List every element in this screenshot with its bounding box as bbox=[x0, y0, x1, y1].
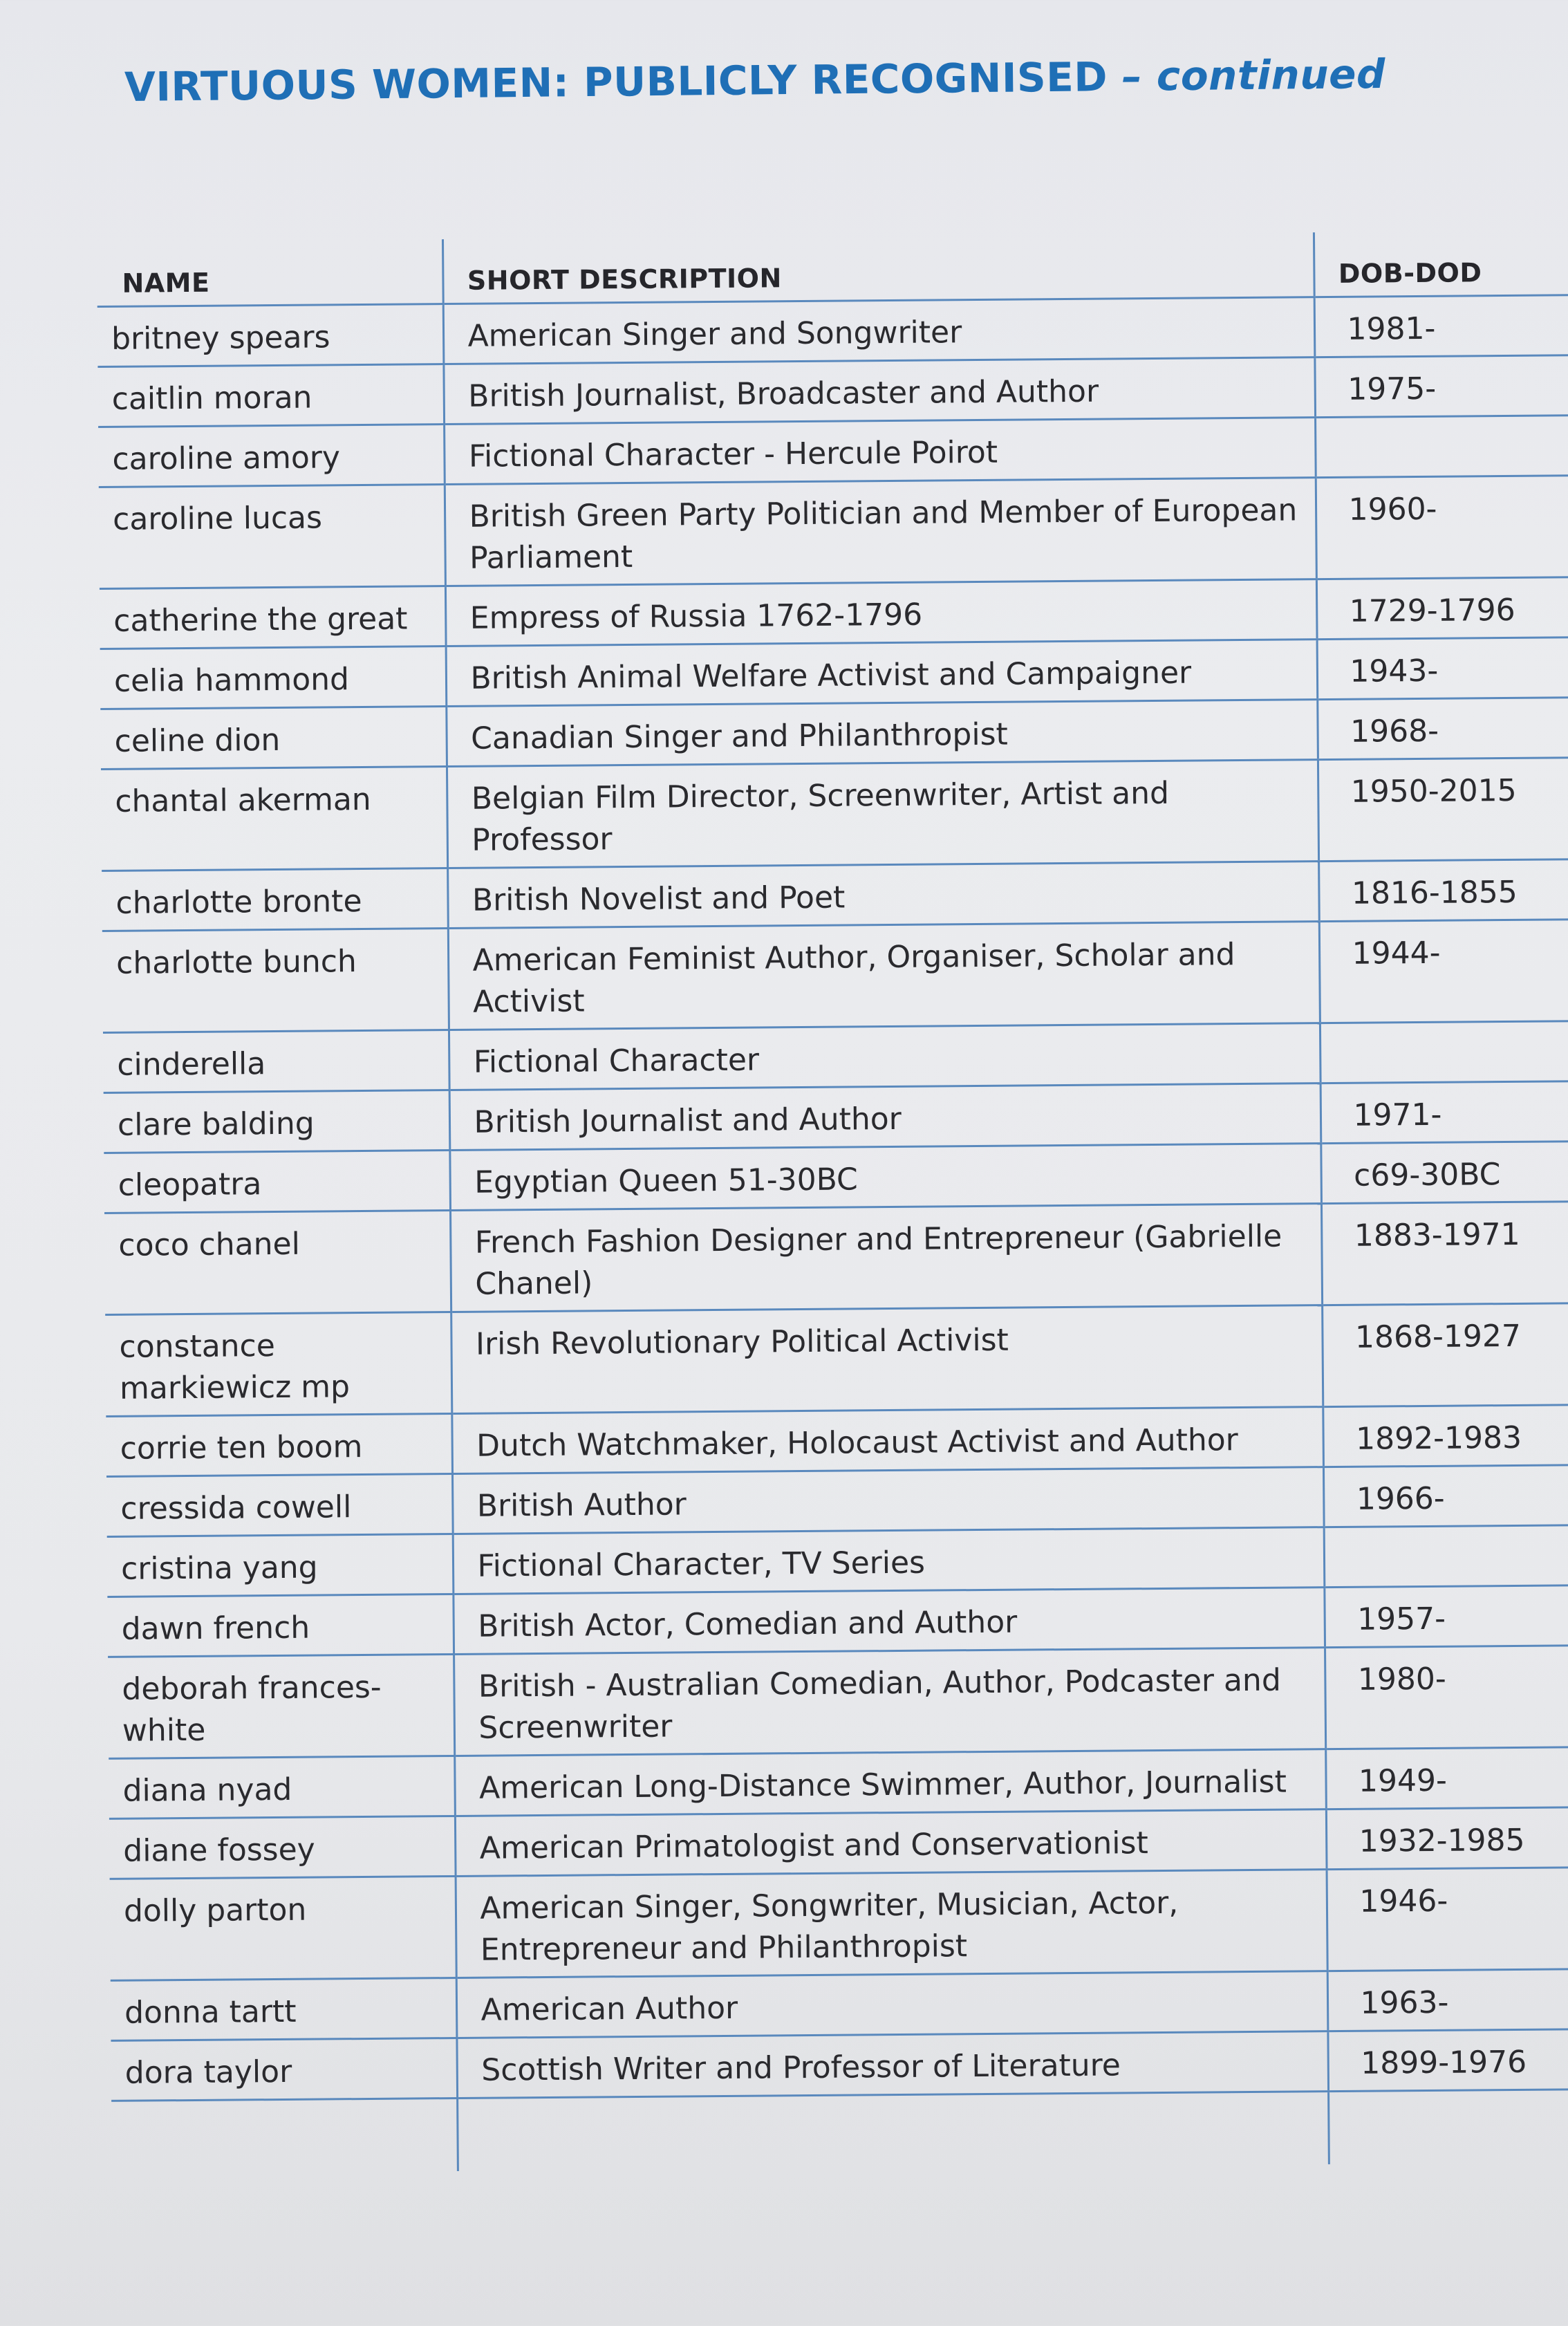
table-row bbox=[111, 2029, 1568, 2101]
name-cell: corrie ten boom bbox=[106, 1414, 452, 1477]
dates-cell: c69-30BC bbox=[1320, 1142, 1568, 1204]
table-row bbox=[106, 1405, 1568, 1477]
dates-cell: 1971- bbox=[1320, 1081, 1568, 1144]
name-cell: chantal akerman bbox=[101, 767, 447, 871]
description-cell: British Journalist and Author bbox=[449, 1083, 1321, 1151]
table-row bbox=[97, 295, 1568, 367]
dates-cell: 1729-1796 bbox=[1316, 577, 1568, 640]
name-cell: celine dion bbox=[100, 707, 447, 770]
dates-cell bbox=[1320, 1021, 1568, 1083]
dates-cell: 1963- bbox=[1327, 1969, 1568, 2031]
name-cell: diana nyad bbox=[109, 1756, 455, 1819]
description-cell: Fictional Character, TV Series bbox=[453, 1527, 1325, 1594]
description-cell: Belgian Film Director, Screenwriter, Artist and Professor bbox=[447, 760, 1318, 868]
description-cell: Scottish Writer and Professor of Literature bbox=[456, 2031, 1328, 2099]
dates-cell: 1816-1855 bbox=[1318, 859, 1568, 922]
table-row bbox=[105, 1303, 1568, 1417]
name-cell: dawn french bbox=[107, 1594, 454, 1657]
column-header-description: SHORT DESCRIPTION bbox=[442, 232, 1314, 304]
description-cell: American Primatologist and Conservationist bbox=[455, 1809, 1327, 1877]
dates-cell: 1980- bbox=[1325, 1646, 1568, 1749]
women-table-wrapper bbox=[97, 230, 1568, 2174]
name-cell: constance markiewicz mp bbox=[105, 1312, 451, 1417]
page-title-suffix: – continued bbox=[1107, 50, 1386, 101]
description-cell: Irish Revolutionary Political Activist bbox=[451, 1305, 1323, 1414]
description-cell: American Long-Distance Swimmer, Author, Journalist bbox=[454, 1749, 1326, 1816]
dates-cell: 1968- bbox=[1317, 698, 1568, 760]
description-cell: Fictional Character bbox=[449, 1023, 1320, 1090]
description-cell: American Singer, Songwriter, Musician, Actor, Entrepreneur and Philanthropist bbox=[456, 1870, 1327, 1978]
dates-cell: 1944- bbox=[1319, 920, 1568, 1023]
description-cell: British Animal Welfare Activist and Campaigner bbox=[446, 640, 1318, 707]
name-cell: caitlin moran bbox=[97, 364, 444, 427]
description-cell: British Actor, Comedian and Author bbox=[453, 1588, 1325, 1655]
description-cell: American Singer and Songwriter bbox=[443, 297, 1315, 364]
name-cell: charlotte bronte bbox=[102, 868, 448, 931]
description-cell: American Author bbox=[456, 1971, 1328, 2038]
dates-cell: 1868-1927 bbox=[1322, 1303, 1568, 1407]
empty-cell bbox=[111, 2098, 458, 2173]
empty-cell bbox=[1328, 2090, 1568, 2164]
name-cell: charlotte bunch bbox=[102, 929, 449, 1033]
table-row bbox=[107, 1585, 1568, 1657]
description-cell: British Author bbox=[452, 1467, 1324, 1534]
description-cell: British Novelist and Poet bbox=[447, 862, 1319, 929]
page-title-main: VIRTUOUS WOMEN: PUBLICLY RECOGNISED bbox=[124, 53, 1108, 111]
name-cell: deborah frances-white bbox=[108, 1655, 454, 1759]
dates-cell: 1950-2015 bbox=[1318, 758, 1568, 862]
table-row bbox=[97, 355, 1568, 427]
table-row bbox=[104, 1081, 1568, 1153]
name-cell: celia hammond bbox=[100, 646, 447, 709]
name-cell: britney spears bbox=[97, 304, 444, 367]
description-cell: British - Australian Comedian, Author, Podcaster and Screenwriter bbox=[454, 1648, 1325, 1756]
dates-cell: 1949- bbox=[1325, 1747, 1568, 1809]
page-title bbox=[124, 50, 1386, 111]
name-cell: catherine the great bbox=[100, 586, 446, 649]
empty-table-row bbox=[111, 2090, 1568, 2174]
table-row bbox=[102, 859, 1568, 931]
name-cell: cressida cowell bbox=[106, 1474, 453, 1537]
description-cell: British Journalist, Broadcaster and Author bbox=[443, 357, 1315, 425]
description-cell: American Feminist Author, Organiser, Scholar and Activist bbox=[448, 922, 1320, 1030]
table-row bbox=[99, 476, 1568, 589]
dates-cell: 1966- bbox=[1323, 1465, 1568, 1527]
table-row bbox=[100, 577, 1568, 649]
column-header-name: NAME bbox=[97, 239, 443, 306]
dates-cell: 1946- bbox=[1327, 1868, 1568, 1971]
name-cell: dora taylor bbox=[111, 2038, 457, 2101]
empty-cell bbox=[457, 2092, 1329, 2171]
name-cell: coco chanel bbox=[104, 1211, 451, 1315]
dates-cell: 1932-1985 bbox=[1326, 1807, 1568, 1870]
table-row bbox=[106, 1465, 1568, 1537]
women-table bbox=[97, 230, 1568, 2174]
name-cell: clare balding bbox=[104, 1090, 450, 1153]
table-row bbox=[111, 1969, 1568, 2041]
description-cell: Canadian Singer and Philanthropist bbox=[446, 700, 1318, 767]
table-row bbox=[100, 638, 1568, 709]
name-cell: cleopatra bbox=[104, 1151, 450, 1213]
description-cell: Empress of Russia 1762-1796 bbox=[445, 579, 1317, 646]
table-row bbox=[103, 1021, 1568, 1093]
table-row bbox=[104, 1202, 1568, 1315]
name-cell: dolly parton bbox=[110, 1877, 456, 1981]
column-header-dates: DOB-DOD bbox=[1314, 230, 1568, 297]
name-cell: cinderella bbox=[103, 1030, 449, 1093]
name-cell: donna tartt bbox=[111, 1978, 457, 2040]
name-cell: caroline amory bbox=[98, 425, 445, 487]
table-body bbox=[97, 295, 1568, 2174]
table-row bbox=[101, 758, 1568, 871]
table-row bbox=[109, 1807, 1568, 1879]
table-row bbox=[104, 1142, 1568, 1213]
dates-cell: 1975- bbox=[1314, 355, 1568, 418]
dates-cell: 1981- bbox=[1314, 295, 1568, 357]
description-cell: British Green Party Politician and Member of European Parliament bbox=[445, 478, 1316, 586]
dates-cell: 1899-1976 bbox=[1327, 2029, 1568, 2092]
dates-cell: 1943- bbox=[1317, 638, 1568, 700]
name-cell: diane fossey bbox=[109, 1816, 456, 1879]
description-cell: Dutch Watchmaker, Holocaust Activist and Author bbox=[451, 1407, 1323, 1474]
description-cell: French Fashion Designer and Entrepreneur (Gabrielle Chanel) bbox=[450, 1204, 1322, 1312]
dates-cell bbox=[1324, 1525, 1568, 1588]
dates-cell: 1957- bbox=[1324, 1585, 1568, 1648]
table-row bbox=[100, 698, 1568, 770]
table-row bbox=[107, 1525, 1568, 1597]
dates-cell: 1892-1983 bbox=[1323, 1405, 1568, 1467]
dates-cell: 1960- bbox=[1316, 476, 1568, 579]
description-cell: Egyptian Queen 51-30BC bbox=[449, 1144, 1321, 1211]
table-row bbox=[102, 920, 1568, 1033]
dates-cell: 1883-1971 bbox=[1321, 1202, 1568, 1305]
table-row bbox=[110, 1868, 1568, 1981]
table-row bbox=[98, 416, 1568, 487]
table-row bbox=[108, 1646, 1568, 1759]
dates-cell bbox=[1315, 416, 1568, 478]
table-header-row bbox=[97, 230, 1568, 306]
name-cell: cristina yang bbox=[107, 1534, 454, 1597]
table-row bbox=[109, 1747, 1568, 1819]
name-cell: caroline lucas bbox=[99, 485, 445, 589]
description-cell: Fictional Character - Hercule Poirot bbox=[444, 418, 1316, 485]
